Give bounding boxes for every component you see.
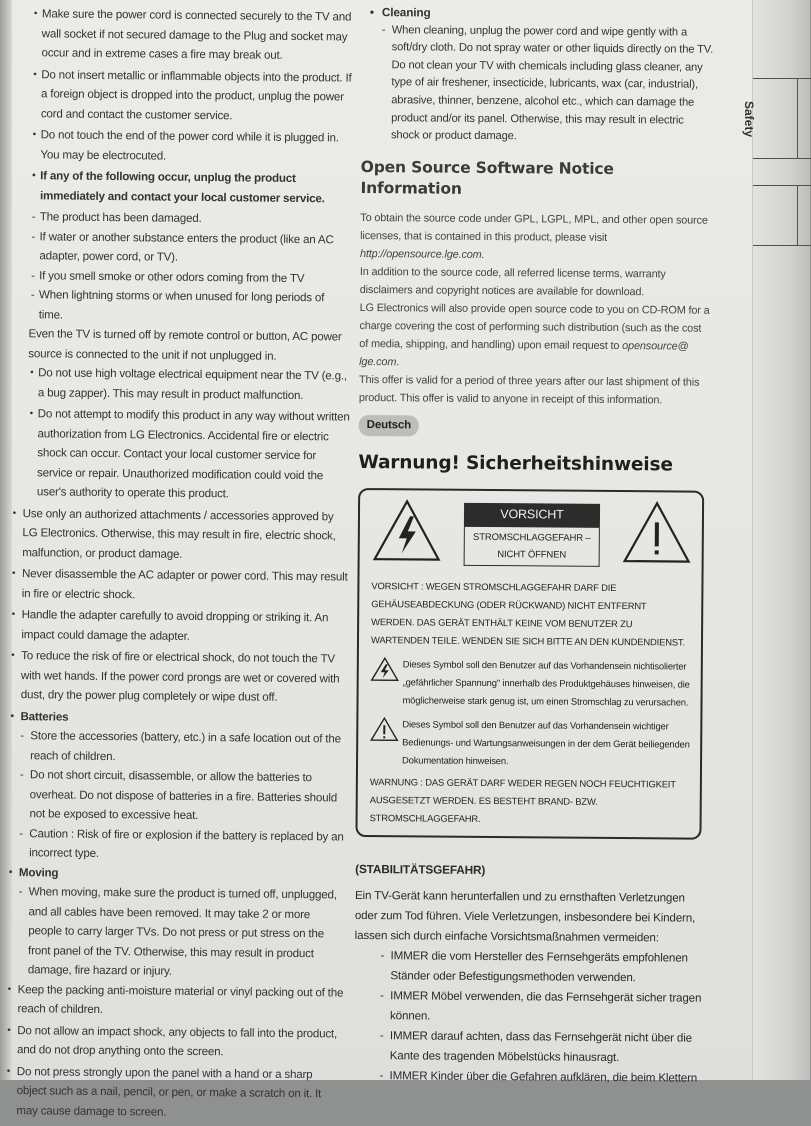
exclamation-triangle-icon [622,500,693,571]
list-item: - Do not short circuit, disassemble, or allow the batteries to overheat. Do not dispose of batteries in a fire. Batteries should not be exposed to excessive heat. [3,765,346,827]
list-item: - When moving, make sure the product is turned off, unplugged, and all cables have been removed. It may take 2 or more people to carry larger TVs. Do not press or put stress on the front panel of the TV. Otherwise, this may result in product damage, fire hazard or injury. [2,882,345,983]
lightning-triangle-icon [372,498,443,569]
symbol-explanation [370,715,690,772]
final-warning-text: WARNUNG : DAS GERÄT DARF WEDER REGEN NOCH FEUCHTIGKEIT AUSGESETZT WERDEN. ES BESTEHT BRAND- BZW. STROMSCHLAGGEFAHR. [369,775,676,824]
tab-divider [753,185,811,186]
section-tab-safety [738,84,760,154]
list-item: • Handle the adapter carefully to avoid dropping or striking it. An impact could damage the adapter. [5,605,347,648]
caution-line: NICHT ÖFFNEN [497,548,567,561]
open-source-paragraph [360,209,712,266]
symbol-explanation [370,655,690,712]
exclamation-triangle-icon [370,717,398,748]
list-item: - Store the accessories (battery, etc.) in a safe location out of the reach of children. [4,726,346,769]
language-badge: Deutsch [359,415,419,437]
page-edge-tabs [752,0,810,1080]
list-item: • Do not touch the end of the power cord while it is plugged in. You may be electrocuted. [10,125,352,168]
stability-text: Ein TV-Gerät kann herunterfallen und zu ernsthaften Verletzungen oder zum Tod führen. Viele Verletzungen, insbesondere bei Kindern, lassen sich durch einfache Vorsichtsmaßnahmen vermeiden: [354,889,696,945]
right-column [354,4,714,1089]
list-item: - IMMER Kinder über die Gefahren aufklären, die beim Klettern [354,1066,706,1089]
caution-label [464,503,600,567]
tab-divider [753,158,811,159]
open-source-paragraph: This offer is valid for a period of three years after our last shipment of this product. This offer is valid to anyone in receipt of this information. [358,373,700,407]
list-item: • Do not attempt to modify this product in any way without written authorization from LG Electronics. Accidental fire or electric shock can occur. Contact your local customer service for service or repair. Unauthorized modification could void the user's authority to operate this product. [7,404,350,505]
list-item: • To reduce the risk of fire or electrical shock, do not touch the TV with wet hands. If the power cord prongs are wet or covered with dust, dry the power plug completely or wipe dust off. [5,646,348,708]
left-column [0,4,354,1126]
paragraph-text: To obtain the source code under GPL, LGPL, MPL, and other open source licenses, that is contained in this product, please visit [360,211,708,244]
caution-line: STROMSCHLAGGEFAHR – [473,531,591,544]
list-item: • Make sure the power cord is connected securely to the TV and wall socket if not secured damage to the Plug and socket may occur and in extreme cases a fire may break out. [11,4,354,66]
list-item: - If water or another substance enters the product (like an AC adapter, power cord, or TV). [9,226,351,269]
cleaning-heading: • Cleaning [362,4,714,24]
tab-divider [753,78,811,79]
paragraph-text: . [396,356,400,369]
tab-divider [797,185,798,245]
paragraph: Even the TV is turned off by remote control or button, AC power source is connected to the unit if not unplugged in. [28,327,342,363]
tab-divider [797,78,798,158]
symbol-text: Dieses Symbol soll den Benutzer auf das Vorhandensein wichtiger Bedienungs- und Wartungsanweisungen in der dem Gerät beiliegenden Dokumentation hinweisen. [402,717,690,766]
lightning-triangle-icon [371,657,399,688]
list-item: • If any of the following occur, unplug the product immediately and contact your local customer service. [10,166,352,209]
list-item: - The product has been damaged. [10,207,352,230]
list-item: • Never disassemble the AC adapter or power cord. This may result in fire or electric shock. [6,564,348,607]
opensource-link[interactable]: http://opensource.lge.com. [359,247,485,261]
list-item: - Caution : Risk of fire or explosion if the battery is replaced by an incorrect type. [3,823,345,866]
list-item: • Do not allow an impact shock, any objects to fall into the product, and do not drop anything onto the screen. [1,1020,343,1063]
list-item: • Do not use high voltage electrical equipment near the TV (e.g., a bug zapper). This may result in product malfunction. [8,363,350,406]
caution-text: VORSICHT : WEGEN STROMSCHLAGGEFAHR DARF DIE GEHÄUSEABDECKUNG (ODER RÜCKWAND) NICHT ENTFERNT WERDEN. DAS GERÄT ENTHÄLT KEINE VOM BENUTZER ZU WARTENDEN TEILE. WENDEN SIE SICH BITTE AN DEN KUNDENDIENST. [370,579,685,648]
open-source-paragraph: In addition to the source code, all referred license terms, warranty disclaimers and copyright notices are available for download. [359,265,666,298]
tab-divider [753,245,811,246]
subheading-batteries: • Batteries [4,706,346,729]
list-item: - IMMER Möbel verwenden, die das Fernsehgerät sicher tragen können. [354,986,706,1029]
paragraph-text: LG Electronics will also provide open source code to you on CD-ROM for a charge covering the cost of performing such distribution (such as the cost of media, shipping, and handling) upon email request to [359,301,710,352]
open-source-heading: Open Source Software Notice Information [360,157,614,198]
list-item: • Do not press strongly upon the panel with a hand or a sharp object such as a nail, pencil, or pen, or make a scratch on it. It may cause damage to screen. [0,1061,343,1123]
list-item: • Use only an authorized attachments / accessories approved by LG Electronics. Otherwise, this may result in fire, electric shock, malfunction, or product damage. [6,503,349,565]
symbol-text: Dieses Symbol soll den Benutzer auf das Vorhandensein nichtisolierter „gefährlicher Spannung" innerhalb des Produktgehäuses hinweisen, die möglicherweise stark genug ist, um einen Stromschlag zu verursachen. [402,657,690,708]
list-item: • Keep the packing anti-moisture material or vinyl packing out of the reach of children. [1,979,343,1022]
list-item: - IMMER die vom Hersteller des Fernsehgeräts empfohlenen Ständer oder Befestigungsmethoden verwenden. [354,946,706,989]
warning-heading: Warnung! Sicherheitshinweise [358,452,673,476]
cleaning-text: - When cleaning, unplug the power cord and wipe gently with a soft/dry cloth. Do not spray water or other liquids directly on the TV. Do not clean your TV with chemicals including glass cleaner, any type of air freshener, insecticide, lubricants, wax (car, industrial), abrasive, thinner, benzene, alcohol etc., which can damage the product and/or its panel. Otherwise, this may result in electric shock or product damage. [361,22,714,148]
warning-box-top [372,498,693,571]
subheading-moving: • Moving [3,862,345,885]
stability-heading: (STABILITÄTSGEFAHR) [355,861,486,877]
warning-box [355,488,704,839]
open-source-paragraph [359,299,712,374]
email-link[interactable]: opensource@ lge.com [359,339,689,369]
caution-subtext [464,526,600,566]
section-tab-label: Safety [742,100,756,138]
list-item: - IMMER darauf achten, dass das Fernsehgerät nicht über die Kante des tragenden Möbelstücks hinausragt. [354,1026,706,1069]
list-item: - If you smell smoke or other odors coming from the TV [9,265,351,288]
list-item: • Do not insert metallic or inflammable objects into the product. If a foreign object is dropped into the product, unplug the power cord and contact the customer service. [11,64,354,126]
list-item: - When lightning storms or when unused for long periods of time. [9,285,351,328]
caution-header: VORSICHT [464,503,600,528]
